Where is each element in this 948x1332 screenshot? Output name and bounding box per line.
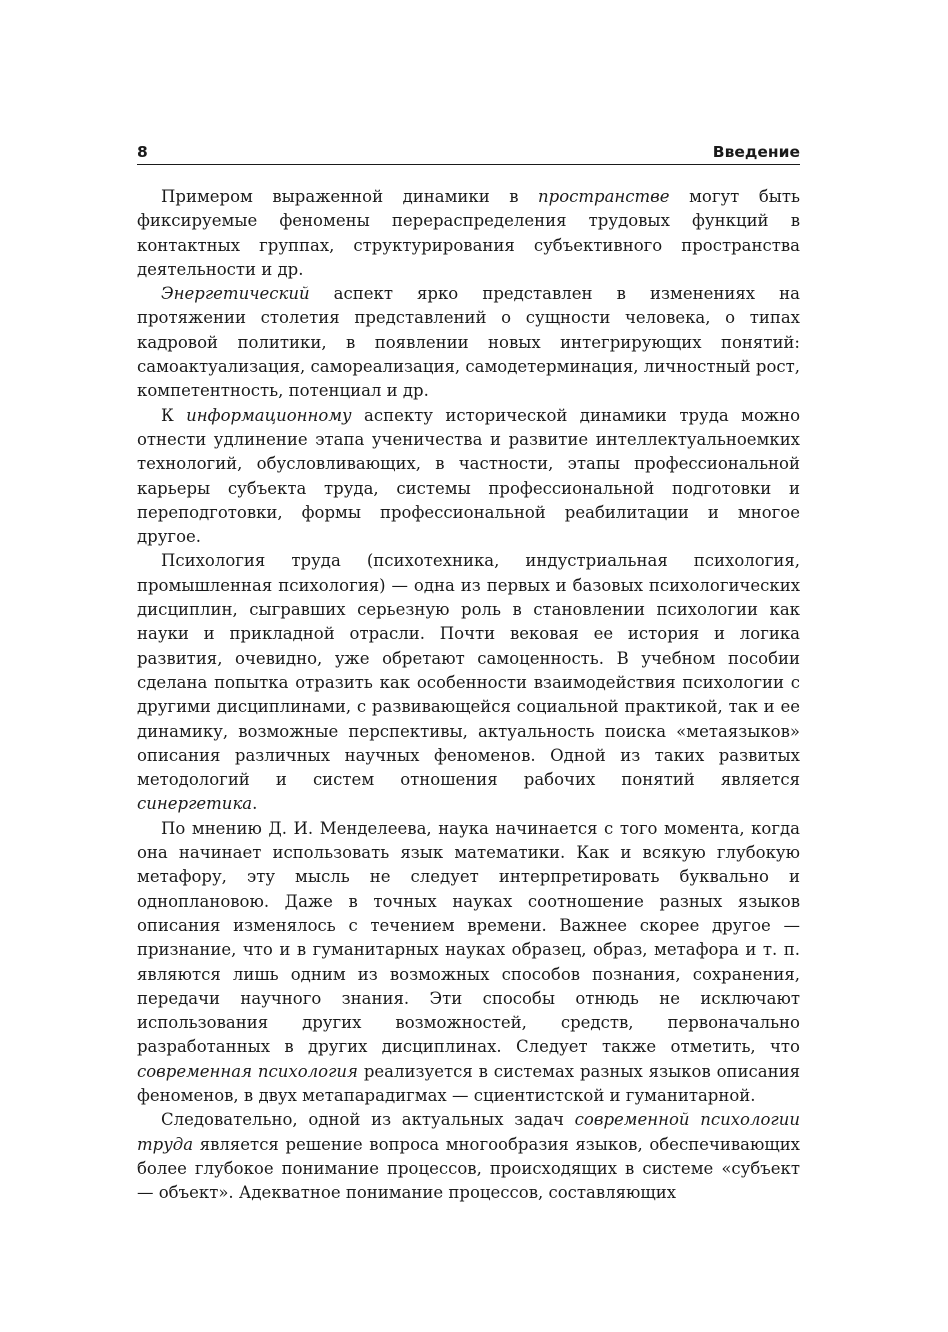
italic-term: современной психологии труда	[137, 1110, 800, 1154]
italic-term: Энергетический	[161, 284, 310, 304]
text-segment: реализуется в системах разных языков описания феноменов, в двух метапарадигмах — сциентистской и гуманитарной.	[137, 1061, 801, 1105]
italic-term: пространстве	[538, 187, 670, 206]
paragraph	[137, 817, 800, 1109]
text-segment: аспект ярко представлен в изменениях на протяжении столетия представлений о сущности человека, о типах кадровой политики, в появлении новых интегрирующих понятий: самоактуализация, самореализация, самодетерминация, личностный рост, компетентность, потенциал и др.	[137, 284, 800, 401]
paragraph	[137, 282, 800, 403]
text-segment: Психология труда (психотехника, индустриальная психология, промышленная психология) — одна из первых и базовых психологических дисциплин, сыгравших серьезную роль в становлении психологии как науки и прикладной отрасли. Почти вековая ее история и логика развития, очевидно, уже обретают самоценность. В учебном пособии сделана попытка отразить как особенности взаимодействия психологии с другими дисциплинами, с развивающейся социальной практикой, так и ее динамику, возможные перспективы, актуальность поиска «метаязыков» описания различных научных феноменов. Одной из таких развитых методологий и систем отношения рабочих понятий является	[137, 551, 800, 790]
paragraph	[137, 549, 800, 816]
page-number: 8	[137, 143, 148, 161]
text-segment: По мнению Д. И. Менделеева, наука начинается с того момента, когда она начинает использовать язык математики. Как и всякую глубокую метафору, эту мысль не следует интерпретировать буквально и одноплановою. Даже в точных науках соотношение разных языков описания изменялось с течением времени. Важнее скорее другое — признание, что и в гуманитарных науках образец, образ, метафора и т. п. являются лишь одним из возможных способов познания, сохранения, передачи научного знания. Эти способы отнюдь не исключают использования других возможностей, средств, первоначально разработанных в других дисциплинах. Следует также отметить, что	[137, 818, 800, 1057]
section-title: Введение	[712, 143, 800, 161]
text-segment: Примером выраженной динамики в	[161, 187, 539, 206]
paragraph	[137, 1108, 800, 1205]
text-segment: .	[252, 794, 258, 814]
text-segment: является решение вопроса многообразия языков, обеспечивающих более глубокое понимание процессов, происходящих в системе «субъект — объект». Адекватное понимание процессов, составляющих	[137, 1134, 800, 1203]
running-header	[137, 142, 800, 165]
text-segment: Следовательно, одной из актуальных задач	[161, 1110, 575, 1130]
text-segment: аспекту исторической динамики труда можно отнести удлинение этапа ученичества и развитие интеллектуальноемких технологий, обусловливающих, в частности, этапы профессиональной карьеры субъекта труда, системы профессиональной подготовки и переподготовки, формы профессиональной реабилитации и многое другое.	[137, 405, 800, 547]
italic-term: современная психология	[137, 1061, 358, 1081]
italic-term: синергетика	[137, 794, 253, 814]
paragraph	[137, 185, 800, 282]
text-segment: могут быть фиксируемые феномены перераспределения трудовых функций в контактных группах, структурирования субъективного пространства деятельности и др.	[137, 187, 800, 279]
text-segment: К	[161, 405, 187, 425]
italic-term: информационному	[186, 405, 352, 425]
body-text	[137, 185, 800, 1205]
paragraph	[137, 404, 800, 550]
